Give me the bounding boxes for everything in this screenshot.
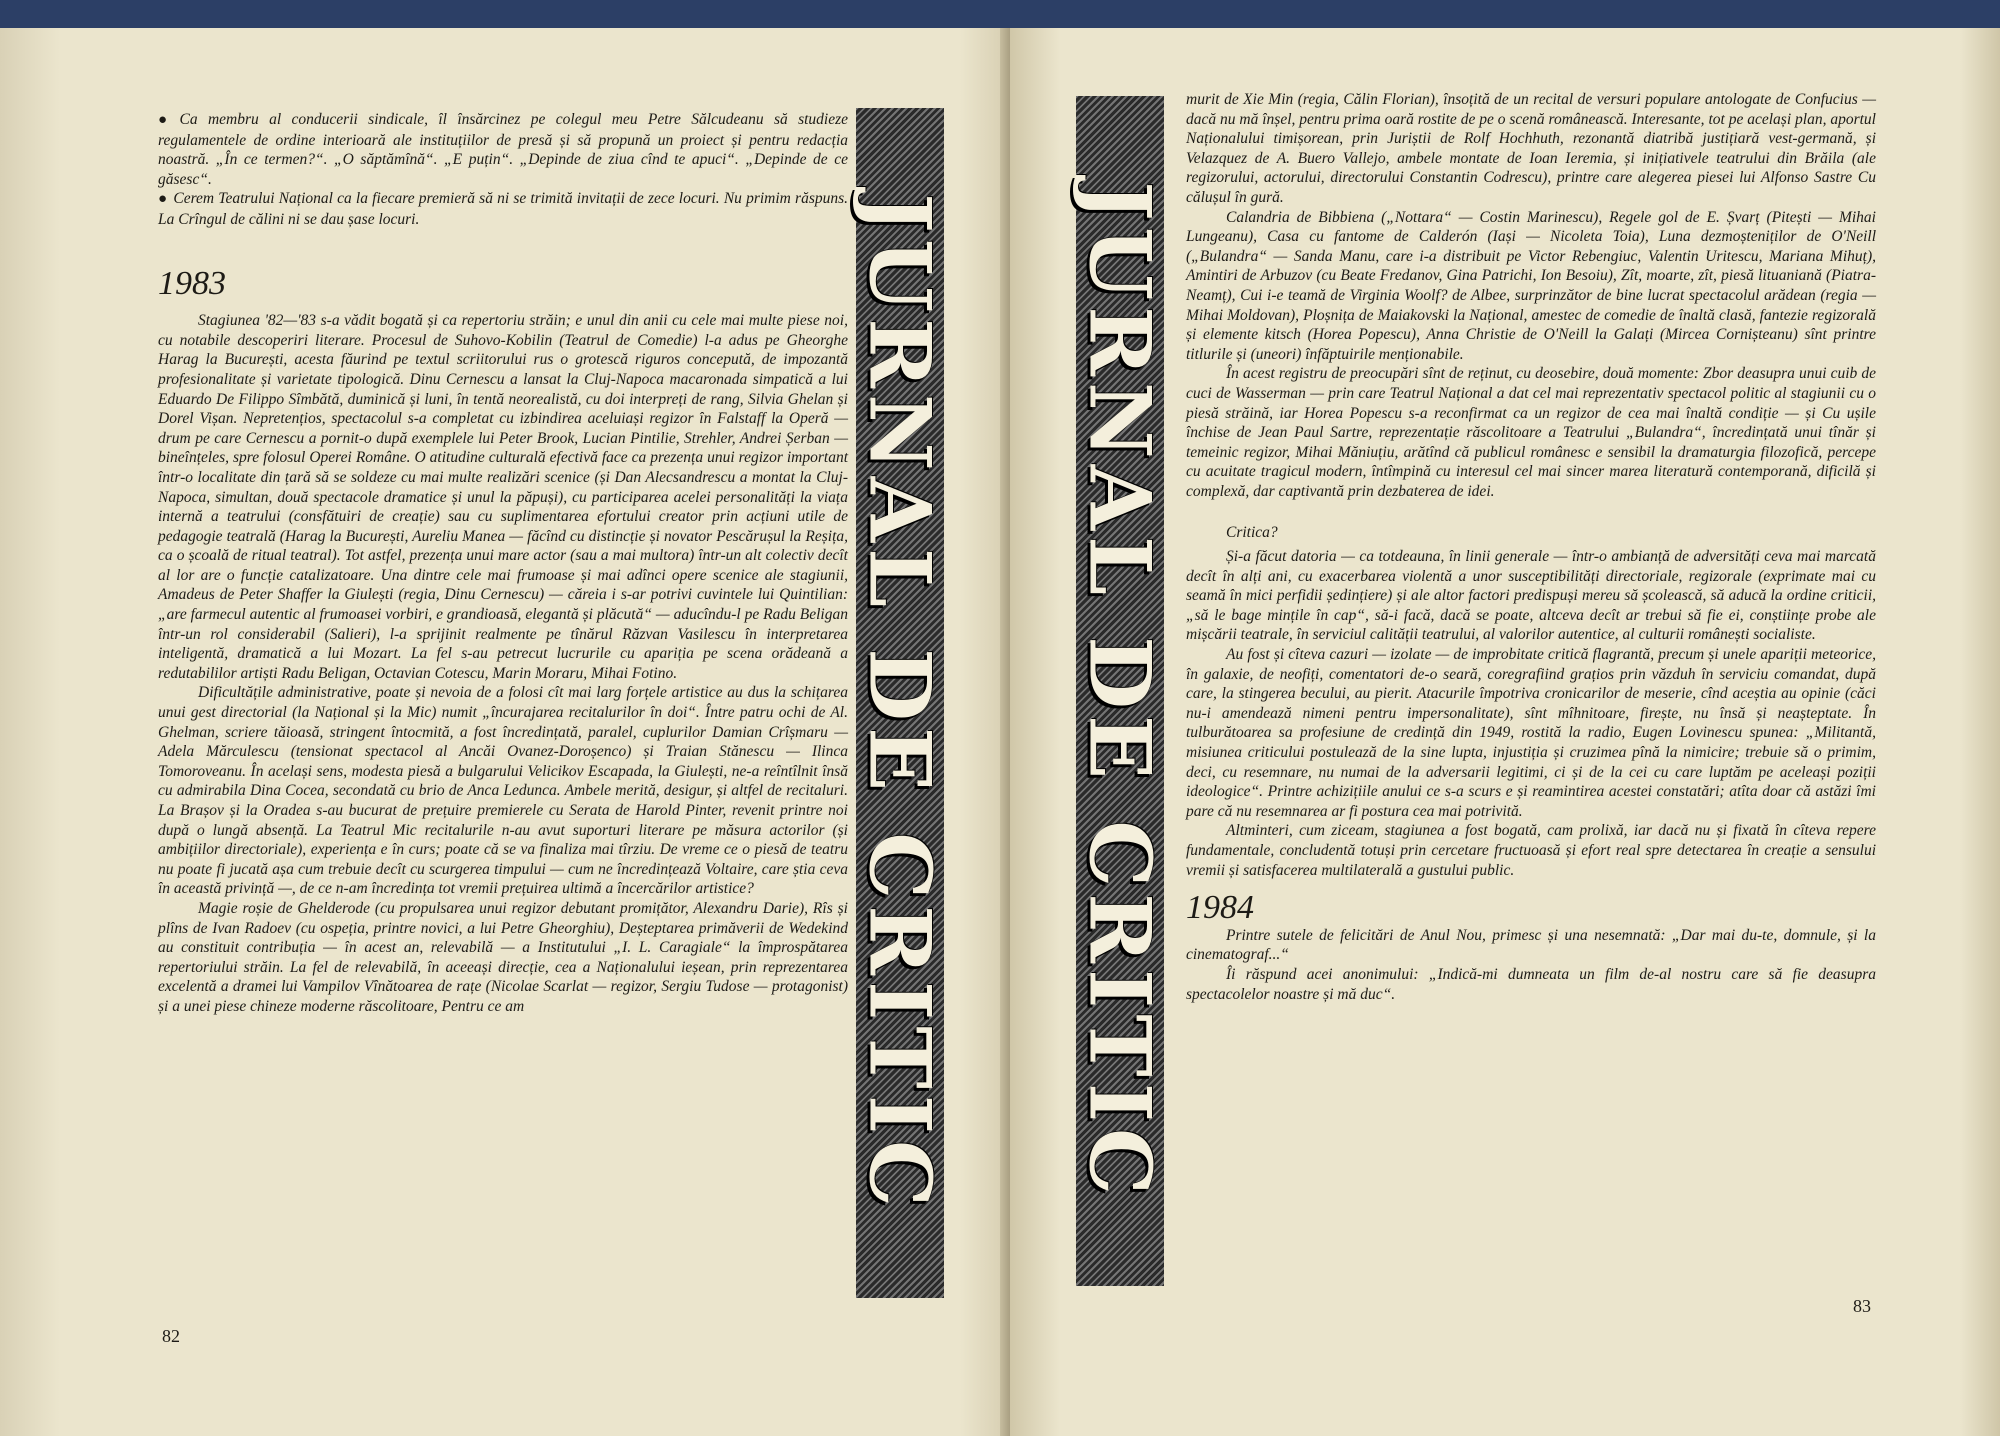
note-1: ● Ca membru al conducerii sindicale, îl însărcinez pe colegul meu Petre Sălcudeanu să studieze regulamentele de ordine interioară ale instituțiilor de presă și să propună un proiect și pentru redacția noastră. „În ce termen?“. „O săptămînă“. „E puțin“. „Depinde de ziua cînd te apuci“. „Depinde de ce găsesc“. [158,111,849,188]
right-text-column [1186,90,1876,1004]
book-spread [0,28,2000,1436]
left-banner-jurnal-de-critic: JURNAL DE CRITIC [856,108,944,1298]
critica-heading: Critica? [1226,524,1278,542]
bullet-icon: ● [158,191,168,208]
left-page [0,28,1010,1436]
left-text-column [158,110,848,1017]
right-page [1010,28,2000,1436]
body-paragraph: Și-a făcut datoria — ca totdeauna, în linii generale — într-o ambianță de adversități ceva mai marcată decît în alți ani, cu exacerbarea violentă a unor susceptibilități directoriale, regizorale (exprimate mai cu seamă în mici perfidii ședințiere) și ale altor factori predispuși mereu să școlească, să aducă la ordine criticii, „să le bage mințile în cap“, să-i facă, dacă se poate, altceva decît ar trebui să fie ei, conștiințe probe ale mișcării teatrale, în serviciul calității teatrului, al valorilor autentice, al culturii românești socialiste. [1186,548,1876,644]
right-banner-jurnal-de-critic: JURNAL DE CRITIC [1076,96,1164,1286]
body-paragraph: În acest registru de preocupări sînt de reținut, cu deosebire, două momente: Zbor deasupra unui cuib de cuci de Wasserman — prin care Teatrul Național a dat cel mai reprezentativ spectacol politic al stagiunii cu o piesă străină, iar Horea Popescu s-a reconfirmat ca un regizor de cea mai înaltă condiție — și Cu ușile închise de Jean Paul Sartre, reprezentație răscolitoare a Teatrului „Bulandra“, încredințată unui tînăr și temeinic regizor, Mihai Măniuțiu, arătînd că publicul românesc e sensibil la dramaturgia filozofică, percepe cu acuitate tragicul modern, întîmpină cu interesul cel mai sincer marea literatură contemporană, dificilă și complexă, dar captivantă prin dezbaterea de idei. [1186,365,1876,500]
year-heading-1984: 1984 [1186,889,1254,927]
body-paragraph: Calandria de Bibbiena („Nottara“ — Costin Marinescu), Regele gol de E. Șvarț (Pitești — Mihai Lungeanu), Casa cu fantome de Calderón (Iași — Nicoleta Toia), Luna dezmoșteniților de O'Neill („Bulandra“ — Sanda Manu, care i-a distribuit pe Victor Rebengiuc, Valentin Uritescu, Mariana Mihuț), Amintiri de Arbuzov (cu Beate Fredanov, Gina Patrichi, Ion Besoiu), Zît, moarte, zît, piesă lituaniană (Piatra-Neamț), Cui i-e teamă de Virginia Woolf? de Albee, surprinzător de bine lucrat spectacolul arădean (regia — Mihai Moldovan), Ploșnița de Maiakovski la Național, amestec de comedie de înaltă clasă, fantezie regizorală și elemente kitsch (Horea Popescu), Anna Christie de O'Neill la Galați (Mircea Cornișteanu) sînt printre titlurile și (uneori) înfăptuirile menționabile. [1186,208,1876,363]
bullet-icon: ● [158,112,174,128]
body-paragraph: Altminteri, cum ziceam, stagiunea a fost bogată, cam prolixă, iar dacă nu și fixată în cîteva repere fundamentale, concludentă totuși prin cercetare fructuoasă și efort real spre detectarea în creație a sensului vremii și satisfacerea multilaterală a gustului public. [1186,822,1876,879]
body-paragraph: Dificultățile administrative, poate și nevoia de a folosi cît mai larg forțele artistice au dus la schițarea unui gest directorial (la Național și la Mic) numit „încurajarea recitalurilor în doi“. Între patru ochi de Al. Ghelman, scriere tăioasă, stringent întocmită, a fost încredințată, paralel, cuplurilor Damian Crîșmaru — Adela Mărculescu (tensionat spectacol al Ancăi Ovanez-Doroșenco) și Traian Stănescu — Ilinca Tomoroveanu. În același sens, modesta piesă a bulgarului Velicikov Escapada, la Giulești, ne-a reîntîlnit însă cu admirabila Dina Cocea, secondată cu brio de Anca Ledunca. Ambele merită, desigur, și altfel de recitaluri. La Brașov și la Oradea s-au bucurat de prețuire premierele cu Serata de Harold Pinter, revenit printre noi după o lungă absență. La Teatrul Mic recitalurile n-au avut suporturi literare pe măsura actorilor (și ambițiilor directoriale), experiența e în curs; poate că se va finaliza mai tîrziu. De vreme ce o piesă de teatru nu poate fi jucată așa cum trebuie decît cu scurgerea timpului — cum ne încredințează Voltaire, care știa ceva în această privință —, de ce n-am încredința tot vremii prețuirea ultimă a încercărilor artistice? [158,684,848,898]
body-paragraph: Stagiunea '82—'83 s-a vădit bogată și ca repertoriu străin; e unul din anii cu cele mai multe piese noi, cu notabile descoperiri literare. Procesul de Suhovo-Kobilin (Teatrul de Comedie) l-a adus pe Gheorghe Harag la București, acesta făurind pe textul scriitorului rus o grotescă riguros concepută, de impozantă profesionalitate și varietate tipologică. Dinu Cernescu a lansat la Cluj-Napoca macaronada simpatică a lui Eduardo De Filippo Sîmbătă, duminică și luni, în tentă neorealistă, cu doi interpreți de rang, Silvia Ghelan și Dorel Vișan. Nepretențios, spectacolul s-a completat cu izbindirea aceluiași regizor în Falstaff la Operă — drum pe care Cernescu a pornit-o după exemplele lui Peter Brook, Lucian Pintilie, Strehler, Andrei Șerban — bineînțeles, spre folosul Operei Române. O atitudine culturală efectivă face ca prezența unui regizor important într-o localitate din țară să se soldeze cu mai multe realizări scenice (și Dan Alecsandrescu a montat la Cluj-Napoca, simultan, două spectacole dramatice și unul la păpuși), cu participarea acelei personalități la viața internă a teatrului (consfătuiri de creație) sau cu suplimentarea efortului creator prin acțiuni utile de pedagogie teatrală (Harag la București, Aureliu Manea — făcînd cu distincție și novator Pescărușul la Reșița, ca o școală de ritual teatral). Tot astfel, prezența unui mare actor (sau a mai multora) într-un alt colectiv decît al lor are o funcție catalizatoare. Una dintre cele mai frumoase și mai adînci opere scenice ale stagiunii, Amadeus de Peter Shaffer la Giulești (regia, Dinu Cernescu) — căreia i s-ar potrivi cuvintele lui Quintilian: „are farmecul autentic al frumoasei vorbiri, e grandioasă, elegantă și plăcută“ — aducîndu-l pe Radu Beligan într-un rol considerabil (Salieri), l-a sprijinit realmente pe tînărul Răzvan Vasilescu în interpretarea inteligentă, dramatică a lui Mozart. La fel s-au petrecut lucrurile cu apariția pe scena orădeană a redutabililor artiști Radu Beligan, Octavian Cotescu, Marin Moraru, Mihai Fotino. [158,312,848,682]
body-paragraph: Îi răspund acei anonimului: „Indică-mi dumneata un film de-al nostru care să fie deasupra spectacolelor noastre și mă duc“. [1186,965,1876,1003]
body-paragraph: Printre sutele de felicitări de Anul Nou, primesc și una nesemnată: „Dar mai du-te, domnule, și la cinematograf...“ [1186,926,1876,964]
body-paragraph: Magie roșie de Ghelderode (cu propulsarea unui regizor debutant promițător, Alexandru Darie), Rîs și plîns de Ivan Radoev (cu ospeția, printre novici, a lui Petre Gheorghiu), Deșteptarea primăverii de Wedekind au constituit contribuția — în acest an, relevabilă — a Institutului „I. L. Caragiale“ la împrospătarea repertoriului străin. La fel de relevabilă, în aceeași direcție, cea a Naționalului ieșean, prin reprezentarea excelentă a dramei lui Vampilov Vînătoarea de rațe (Nicolae Scarlat — regizor, Sergiu Tudose — protagonist) și a unei piese chineze moderne răscolitoare, Pentru ce am [158,899,848,1015]
page-number-left: 82 [162,1326,180,1346]
body-paragraph: murit de Xie Min (regia, Călin Florian), însoțită de un recital de versuri populare antologate de Confucius — dacă nu mă înșel, pentru prima oară rostite de pe o scenă românească. Interesante, tot pe același plan, aportul Naționalului timișorean, prin Juriștii de Rolf Hochhuth, rezonantă diatribă justițiară vest-germană, și Velazquez de A. Buero Vallejo, ambele montate de Ioan Ieremia, și inițiativele teatrului din Brăila (ale regizorului, actorului, directorului Constantin Codrescu), printre care alegerea piesei lui Alfonso Sastre Cu călușul în gură. [1186,91,1876,206]
note-2: ● Cerem Teatrului Național ca la fiecare premieră să ni se trimită invitații de zece locuri. Nu primim răspuns. La Crîngul de călini ni se dau șase locuri. [158,190,849,228]
body-paragraph: Au fost și cîteva cazuri — izolate — de improbitate critică flagrantă, precum și unele apariții meteorice, în galaxie, de neofiți, comentatori de-o seară, coregrafiind grațios prin văzduh în serviciu comandat, după care, la stingerea becului, au pierit. Atacurile împotriva cronicarilor de meserie, cînd aceștia au opinie (căci nu-i amendează nimeni pentru impersonalitate), sînt mîhnitoare, firește, nu însă și neașteptate. În tulburătoarea sa profesiune de credință din 1949, rostită la radio, Eugen Lovinescu spunea: „Militantă, misiunea criticului postulează de la sine lupta, injustiția și cruzimea pînă la nimicire; trebuie să o primim, deci, cu resemnare, nu numai de la adversarii legitimi, ci și de la cei cu care luptăm pe aceleași poziții ideologice“. Printre achizițiile anului ce s-a scurs e și reamintirea acestei constatări; atîta doar că astăzi îmi pare că nu resemnarea ar fi postura cea mai potrivită. [1186,646,1876,820]
year-heading-1983: 1983 [158,264,226,302]
page-number-right: 83 [1853,1296,1871,1316]
